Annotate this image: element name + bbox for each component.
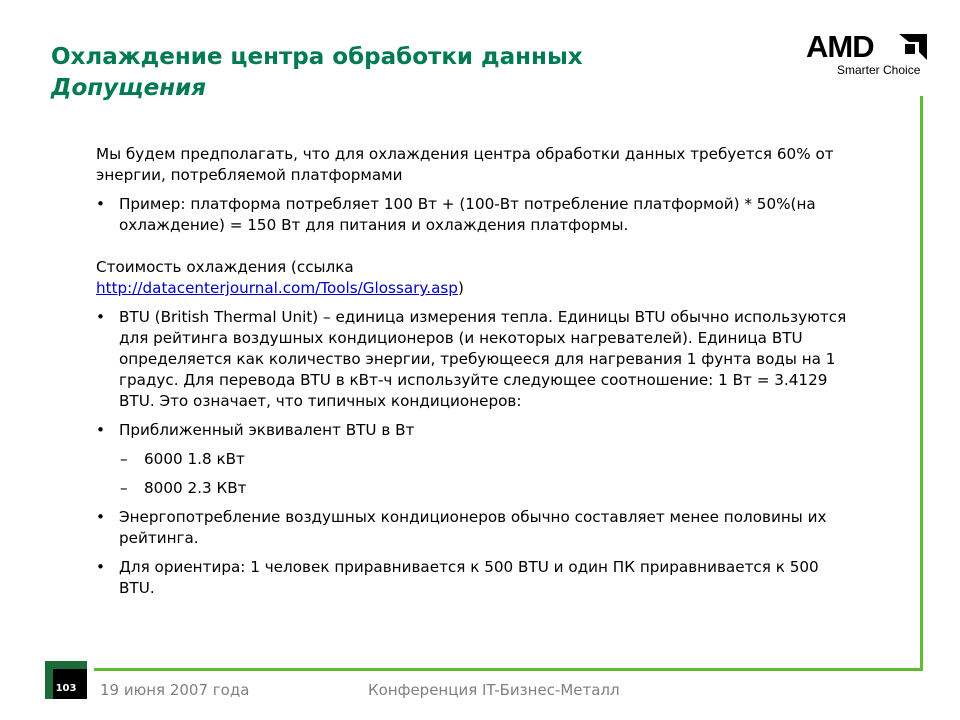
glossary-link[interactable]: http://datacenterjournal.com/Tools/Glossary.asp <box>96 279 458 297</box>
cost-prefix: Стоимость охлаждения (ссылка <box>96 258 354 276</box>
bullet-icon: • <box>96 195 105 213</box>
logo-brand: AMD <box>806 29 874 64</box>
slide-title: Охлаждение центра обработки данных <box>51 44 583 70</box>
amd-logo <box>806 31 928 77</box>
right-rule <box>920 96 923 670</box>
footer-conference: Конференция IT-Бизнес-Металл <box>368 681 620 699</box>
dash-item-1-text: 6000 1.8 кВт <box>144 450 245 468</box>
bullet-person <box>96 557 856 599</box>
bullet-icon: • <box>96 421 105 439</box>
slide-subtitle: Допущения <box>51 75 206 101</box>
bullet-person-text: Для ориентира: 1 человек приравнивается к 500 BTU и один ПК приравнивается к 500 BTU. <box>119 558 819 597</box>
bullet-icon: • <box>96 308 105 326</box>
amd-arrow-logo-icon <box>899 34 927 60</box>
bullet-equiv-text: Приближенный эквивалент BTU в Вт <box>119 421 415 439</box>
bullet-icon: • <box>96 558 105 576</box>
cost-paragraph <box>96 257 856 299</box>
slide-content <box>96 144 856 599</box>
intro-paragraph: Мы будем предполагать, что для охлаждения центра обработки данных требуется 60% от энергии, потребляемой платформами <box>96 145 834 184</box>
bullet-btu-text: BTU (British Thermal Unit) – единица измерения тепла. Единицы BTU обычно используются для рейтинга воздушных кондиционеров (и некоторых нагревателей). Единица BTU определяется как количество энергии, требующееся для нагревания 1 фунта воды на 1 градус. Для перевода BTU в кВт-ч используйте следующее соотношение: 1 Вт = 3.4129 BTU. Это означает, что типичных кондиционеров: <box>119 308 847 410</box>
dash-item-1 <box>96 449 856 470</box>
bullet-power <box>96 507 856 549</box>
bottom-rule <box>94 668 923 671</box>
dash-item-2 <box>96 478 856 499</box>
bullet-power-text: Энергопотребление воздушных кондиционеров обычно составляет менее половины их рейтинга. <box>119 508 827 547</box>
footer-date: 19 июня 2007 года <box>100 681 250 699</box>
bullet-example <box>96 194 856 236</box>
dash-icon: – <box>120 450 128 468</box>
bullet-icon: • <box>96 508 105 526</box>
page-number: 103 <box>55 683 77 694</box>
dash-icon: – <box>120 479 128 497</box>
logo-tagline: Smarter Choice <box>837 63 921 77</box>
bullet-example-text: Пример: платформа потребляет 100 Вт + (100-Вт потребление платформой) * 50%(на охлаждение) = 150 Вт для питания и охлаждения платформы. <box>119 195 816 234</box>
cost-suffix: ) <box>457 279 464 297</box>
dash-item-2-text: 8000 2.3 КВт <box>144 479 247 497</box>
bullet-equiv <box>96 420 856 441</box>
bullet-btu <box>96 307 856 412</box>
